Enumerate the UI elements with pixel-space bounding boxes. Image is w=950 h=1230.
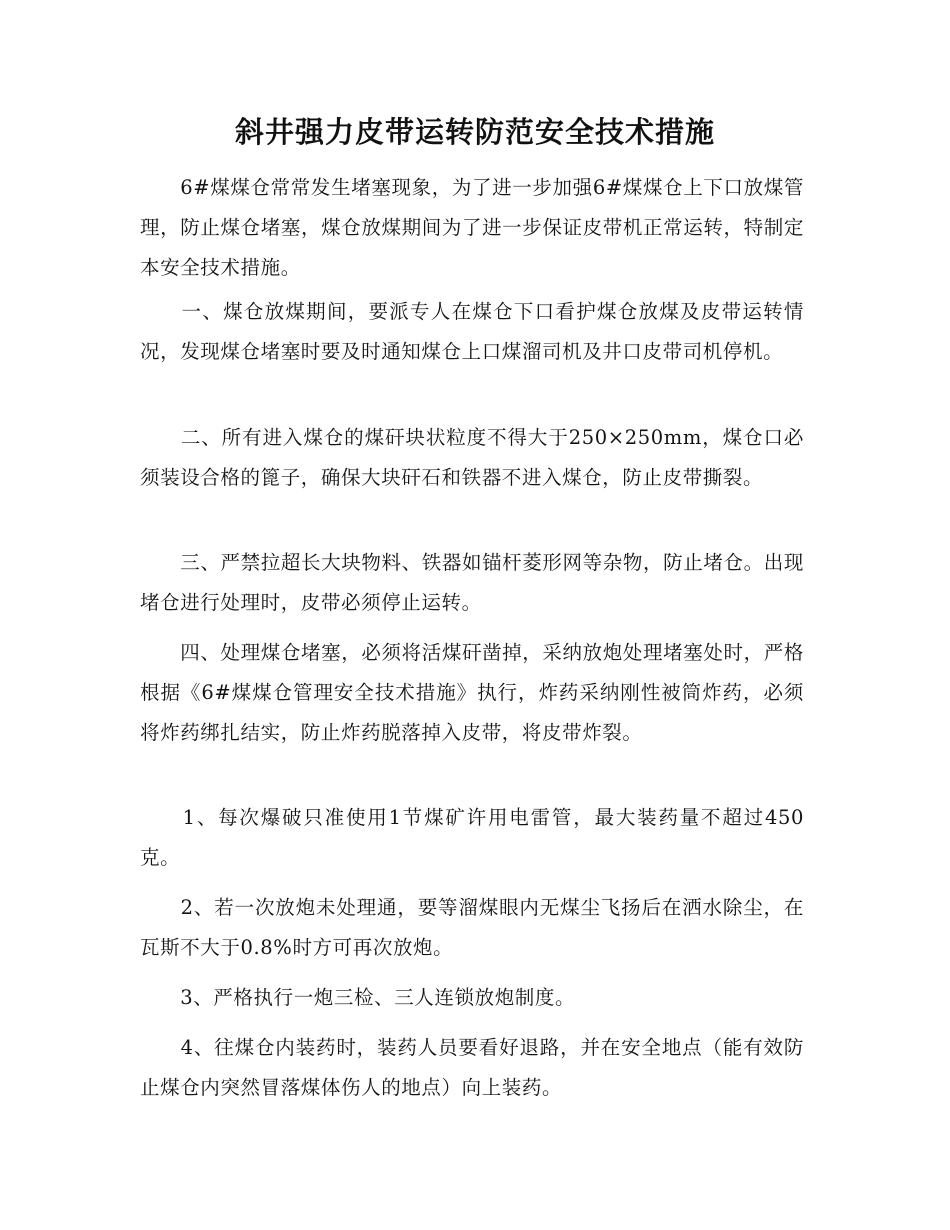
paragraph-item-2: 2、若一次放炮未处理通，要等溜煤眼内无煤尘飞扬后在洒水除尘，在瓦斯不大于0.8%时方可再次放炮。: [140, 896, 804, 959]
paragraph-item-4: 4、往煤仓内装药时，装药人员要看好退路，并在安全地点（能有效防止煤仓内突然冒落煤体伤人的地点）向上装药。: [140, 1036, 804, 1099]
paragraph-section-2: 二、所有进入煤仓的煤矸块状粒度不得大于250×250mm，煤仓口必须装设合格的篦子，确保大块矸石和铁器不进入煤仓，防止皮带撕裂。: [140, 426, 804, 489]
paragraph-section-4: 四、处理煤仓堵塞，必须将活煤矸凿掉，采纳放炮处理堵塞处时，严格根据《6#煤煤仓管理安全技术措施》执行，炸药采纳刚性被筒炸药，必须将炸药绑扎结实，防止炸药脱落掉入皮带，将皮带炸裂。: [140, 641, 804, 744]
paragraph-item-3: 3、严格执行一炮三检、三人连锁放炮制度。: [140, 986, 576, 1009]
paragraph-section-1: 一、煤仓放煤期间，要派专人在煤仓下口看护煤仓放煤及皮带运转情况，发现煤仓堵塞时要及时通知煤仓上口煤溜司机及井口皮带司机停机。: [140, 300, 804, 363]
document-title: 斜井强力皮带运转防范安全技术措施: [234, 115, 715, 149]
paragraph-section-3: 三、严禁拉超长大块物料、铁器如锚杆菱形网等杂物，防止堵仓。出现堵仓进行处理时，皮带必须停止运转。: [140, 551, 804, 614]
paragraph-item-1: 1、每次爆破只准使用1节煤矿许用电雷管，最大装药量不超过450克。: [140, 806, 804, 869]
paragraph-intro: 6#煤煤仓常常发生堵塞现象，为了进一步加强6#煤煤仓上下口放煤管理，防止煤仓堵塞，煤仓放煤期间为了进一步保证皮带机正常运转，特制定本安全技术措施。: [140, 176, 804, 279]
